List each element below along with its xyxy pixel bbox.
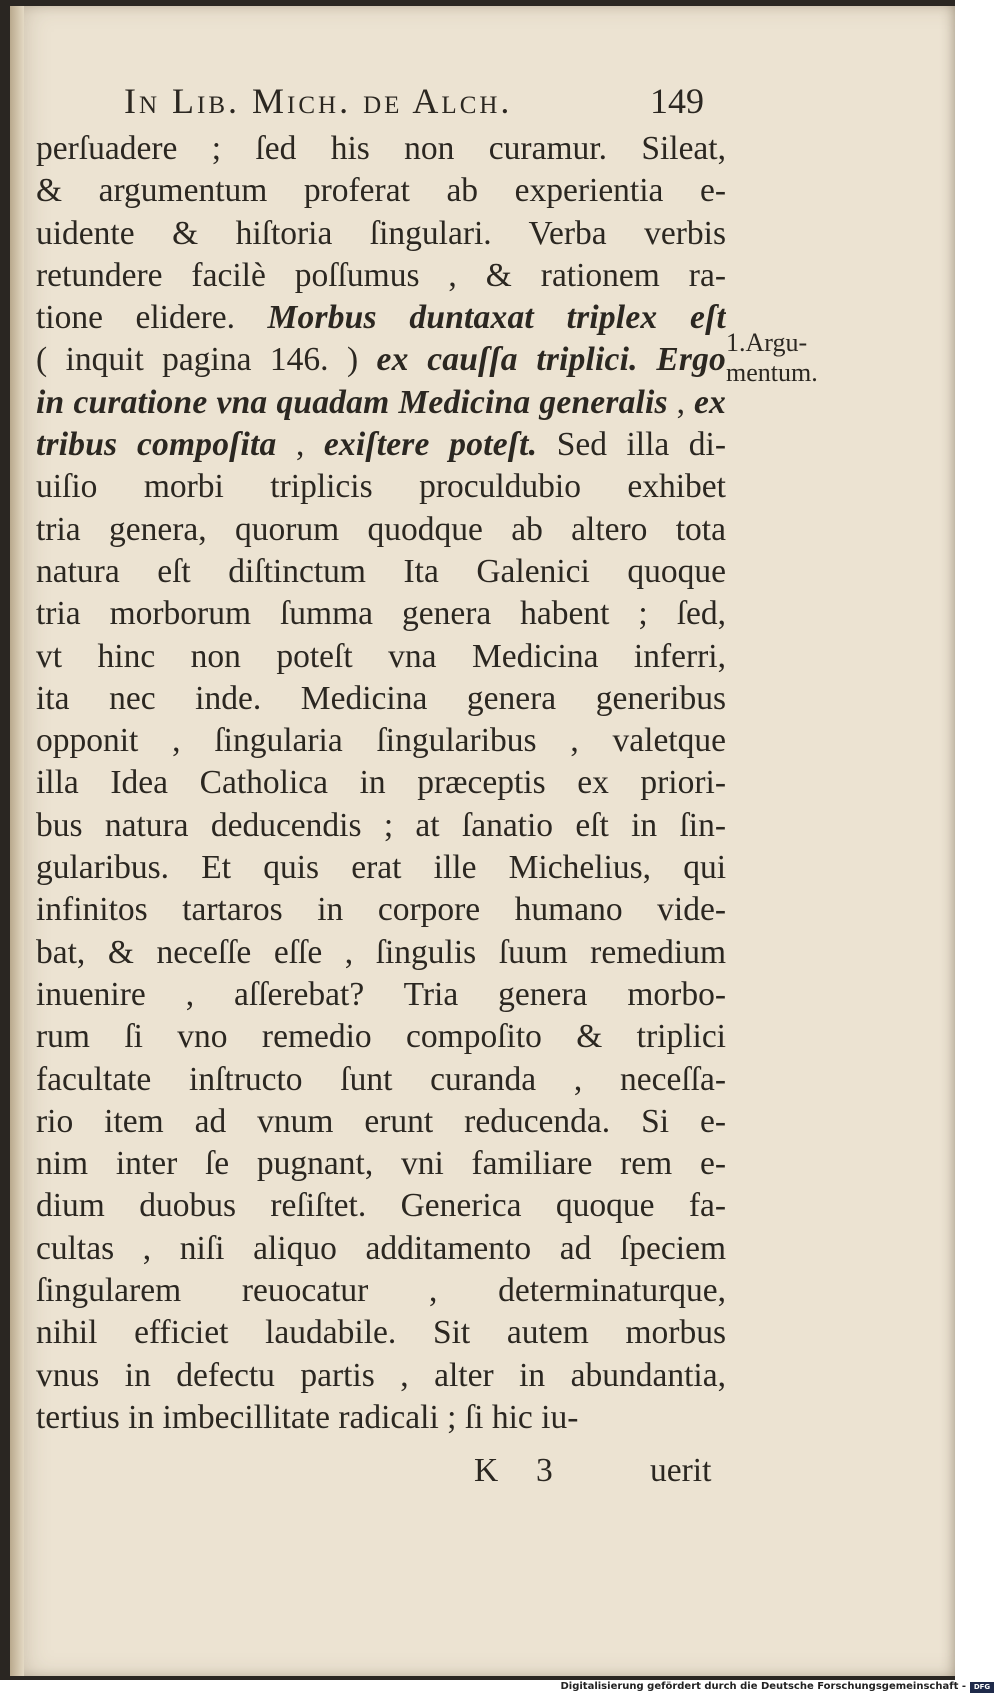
text-run: rum ſi vno remedio compoſito & triplici [36, 1018, 726, 1056]
marginal-note [726, 328, 846, 388]
italic-text-run: ex cauſſa triplici. Ergo [376, 341, 726, 379]
text-line [36, 1059, 726, 1101]
text-line [36, 1143, 726, 1185]
text-run: vt hinc non poteſt vna Medicina inferri, [36, 637, 726, 675]
text-run: cultas , niſi aliquo additamento ad ſpeciem [36, 1229, 726, 1267]
text-line [36, 1270, 726, 1312]
text-line [36, 847, 726, 889]
dfg-logo-icon: DFG [970, 1682, 994, 1693]
text-run: Sed illa di- [537, 426, 726, 464]
text-run: illa Idea Catholica in præceptis ex priori- [36, 764, 726, 802]
text-line [36, 297, 726, 339]
text-run: tertius in imbecillitate radicali ; ſi hic iu- [36, 1398, 579, 1436]
text-line [36, 339, 726, 381]
text-line [36, 636, 726, 678]
text-run: nihil efficiet laudabile. Sit autem morbus [36, 1314, 726, 1352]
text-run: vnus in defectu partis , alter in abundantia, [36, 1356, 726, 1394]
text-line [36, 1101, 726, 1143]
text-line [36, 1228, 726, 1270]
text-line [36, 762, 726, 804]
italic-text-run: in curatione vna quadam Medicina generalis [36, 383, 668, 421]
page-number: 149 [650, 81, 704, 121]
text-line [36, 593, 726, 635]
page-gutter [10, 6, 24, 1676]
catchword: uerit [650, 1452, 712, 1489]
text-line [36, 213, 726, 255]
italic-text-run: Morbus duntaxat triplex eſt [267, 299, 726, 337]
text-run: dium duobus reſiſtet. Generica quoque fa- [36, 1187, 726, 1225]
text-run: uiſio morbi triplicis proculdubio exhibet [36, 468, 726, 506]
text-line [36, 720, 726, 762]
page-header [10, 76, 955, 126]
text-line [36, 170, 726, 212]
signature-mark: K [474, 1452, 499, 1489]
text-run: natura eſt diſtinctum Ita Galenici quoque [36, 552, 726, 590]
text-run: & argumentum proferat ab experientia e- [36, 172, 726, 210]
text-line [36, 678, 726, 720]
text-line [36, 509, 726, 551]
text-run: retundere facilè poſſumus , & rationem ra- [36, 256, 726, 294]
text-line [36, 128, 726, 170]
italic-text-run: tribus compoſita [36, 426, 277, 464]
text-line [36, 1016, 726, 1058]
text-line [36, 1185, 726, 1227]
text-line [36, 1397, 726, 1439]
digitization-credit [0, 1681, 1000, 1695]
page-footer [10, 1452, 955, 1496]
text-line [36, 382, 726, 424]
running-head: In Lib. Mich. de Alch. [124, 81, 513, 121]
text-run: perſuadere ; ſed his non curamur. Sileat, [36, 130, 726, 167]
text-line [36, 805, 726, 847]
text-line [36, 466, 726, 508]
text-run: tria morborum ſumma genera habent ; ſed, [36, 595, 726, 633]
text-line [36, 932, 726, 974]
text-line [36, 1312, 726, 1354]
text-run: rio item ad vnum erunt reducenda. Si e- [36, 1102, 726, 1140]
text-run: inuenire , aſſerebat? Tria genera morbo- [36, 975, 726, 1013]
body-text [36, 128, 726, 1439]
credit-text: Digitalisierung gefördert durch die Deutsche Forschungsgemeinschaft - [560, 1681, 966, 1692]
text-run: tione elidere. [36, 299, 268, 337]
signature-number: 3 [536, 1452, 553, 1489]
text-run: ita nec inde. Medicina genera generibus [36, 679, 726, 717]
text-line [36, 889, 726, 931]
text-line [36, 255, 726, 297]
text-run: uidente & hiſtoria ſingulari. Verba verbis [36, 214, 726, 252]
text-run: nim inter ſe pugnant, vni familiare rem e- [36, 1145, 726, 1183]
text-run: , [667, 383, 694, 421]
marginal-note-line: mentum. [726, 358, 818, 387]
text-run: facultate inſtructo ſunt curanda , neceſſa- [36, 1060, 726, 1098]
italic-text-run: ex [693, 383, 726, 421]
text-run: , [276, 426, 324, 464]
text-line [36, 551, 726, 593]
text-run: gularibus. Et quis erat ille Michelius, qui [36, 849, 726, 887]
marginal-note-line: 1.Argu- [726, 328, 808, 357]
book-page [10, 6, 955, 1676]
text-line [36, 424, 726, 466]
text-run: bus natura deducendis ; at ſanatio eſt in ſin- [36, 806, 726, 844]
text-run: opponit , ſingularia ſingularibus , valetque [36, 722, 726, 760]
text-run: ſingularem reuocatur , determinaturque, [36, 1272, 726, 1310]
italic-text-run: exiſtere poteſt. [323, 426, 538, 464]
text-run: tria genera, quorum quodque ab altero tota [36, 510, 726, 548]
text-run: infinitos tartaros in corpore humano vide- [36, 891, 726, 929]
text-line [36, 1355, 726, 1397]
text-run: ( inquit pagina 146. ) [36, 341, 377, 379]
text-run: bat, & neceſſe eſſe , ſingulis ſuum remedium [36, 933, 726, 971]
text-line [36, 974, 726, 1016]
